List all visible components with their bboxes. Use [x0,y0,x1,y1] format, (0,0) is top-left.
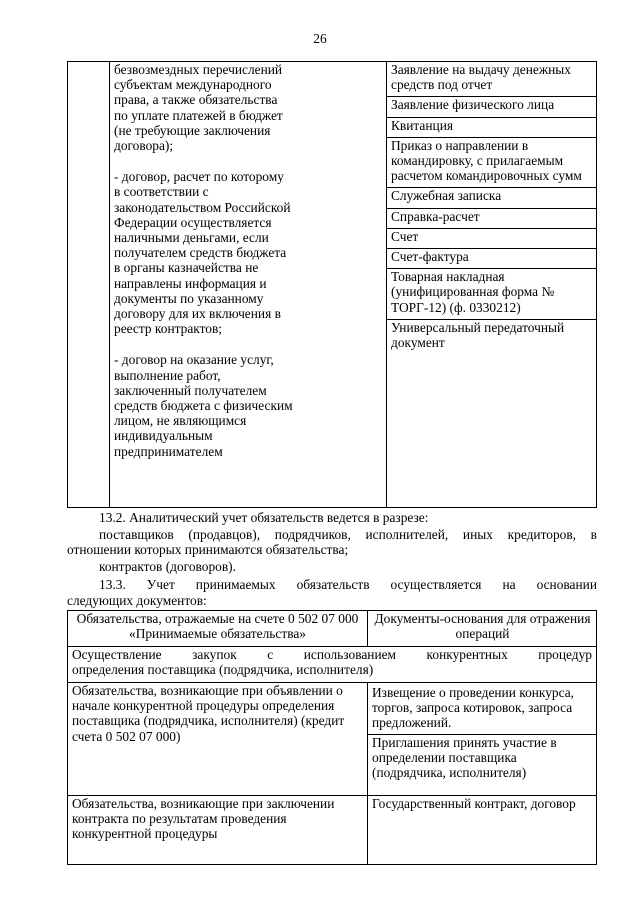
text-line: реестр контрактов; [114,321,223,337]
text-line: - договор, расчет по которому [114,169,284,185]
text-line: договору для их включения в [114,306,281,322]
description-block-3 [114,352,381,458]
text-line: - договор на оказание услуг, [114,352,274,368]
section-13-2-line: контрактов (договоров). [99,559,236,574]
text-line: Федерации осуществляется [114,214,272,230]
text-line: предпринимателем [114,443,223,459]
header-documents: Документы-основания для отражения операций [374,611,591,642]
text-line: (не требующие заключения [114,122,271,138]
span-row-line: Осуществление закупок с использованием конкурентных процедур [72,647,592,662]
description-block-1 [114,62,381,153]
row1-obligation: Обязательства, возникающие при объявлении о начале конкурентной процедуры определения поставщика (подрядчика, исполнителя) (кредит счета 0 502 07 000) [68,683,368,795]
section-13-3-line: следующих документов: [67,593,207,608]
text-line: заключенный получателем [114,382,267,398]
text-line: в органы казначейства не [114,260,259,276]
document-item: Товарная накладная (унифицированная форма № ТОРГ-12) (ф. 0330212) [387,269,597,320]
table-row [68,683,596,796]
document-item: Счет-фактура [387,249,597,269]
header-obligations: Обязательства, отражаемые на счете 0 502 07 000 «Принимаемые обязательства» [68,611,368,646]
document-item: Приглашения принять участие в определении поставщика (подрядчика, исполнителя) [372,734,557,781]
table-header-row [68,611,596,647]
document-item: Квитанция [387,118,597,138]
documents-table-continued [67,61,597,508]
page-number: 26 [313,31,327,46]
text-line: субъектам международного [114,77,272,93]
section-13-2-line: поставщиков (продавцов), подрядчиков, исполнителей, иных кредиторов, в [99,527,597,542]
obligations-table [67,610,597,865]
row2-obligation: Обязательства, возникающие при заключении контракта по результатам проведения конкурентной процедуры [68,796,368,865]
section-13-3-heading: 13.3. Учет принимаемых обязательств осуществляется на основании [99,577,597,592]
row1-documents [368,683,597,795]
document-item: Приказ о направлении в командировку, с прилагаемым расчетом командировочных сумм [387,138,597,189]
row2-documents: Государственный контракт, договор [372,796,576,811]
document-item: Служебная записка [387,188,597,208]
span-row-line: определения поставщика (подрядчика, исполнителя) [72,662,374,678]
document-item: Заявление физического лица [387,97,597,117]
text-line: получателем средств бюджета [114,245,287,261]
text-line: права, а также обязательства [114,92,278,108]
text-line: документы по указанному [114,290,264,306]
table-span-row [68,647,596,683]
document-item: Справка-расчет [387,209,597,229]
text-line: в соответствии с [114,184,209,200]
text-line: наличными деньгами, если [114,230,269,246]
section-13-2-heading: 13.2. Аналитический учет обязательств ведется в разрезе: [99,510,429,525]
obligation-description-cell [110,62,387,507]
text-line: договора); [114,138,174,154]
document-item: Универсальный передаточный документ [391,319,565,351]
documents-cell [387,62,597,354]
text-line: индивидуальным [114,428,213,444]
text-line: средств бюджета с физическим [114,398,293,414]
document-item: Заявление на выдачу денежных средств под отчет [387,62,597,97]
text-line: по уплате платежей в бюджет [114,107,283,123]
text-line: безвозмездных перечислений [114,62,283,77]
document-item: Счет [387,229,597,249]
table-cell-empty [68,62,110,507]
text-line: выполнение работ, [114,367,221,383]
text-line: законодательством Российской [114,199,291,215]
table-row [68,796,596,865]
description-block-2 [114,169,381,336]
document-item: Извещение о проведении конкурса, торгов, запроса котировок, запроса предложений. [368,683,597,735]
text-line: направлены информация и [114,275,267,291]
section-13-2-line: отношении которых принимаются обязательства; [67,542,349,557]
text-line: лицом, не являющимся [114,413,247,429]
